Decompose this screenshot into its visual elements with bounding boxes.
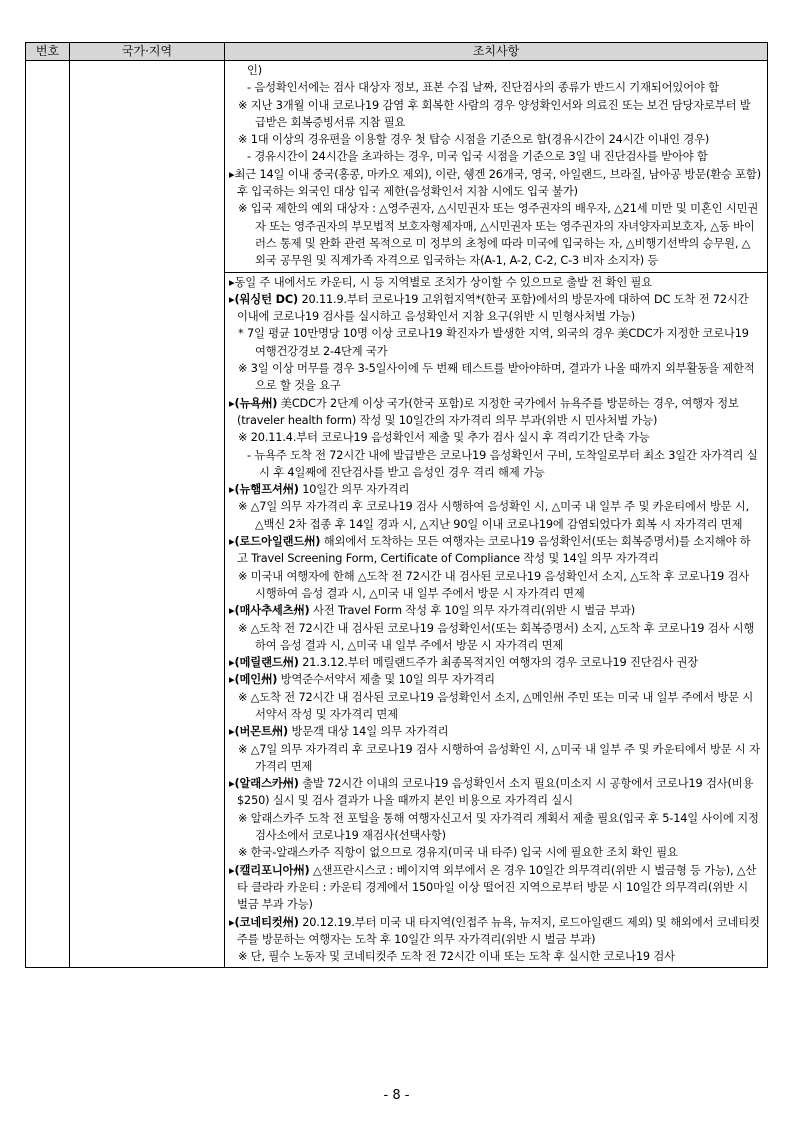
measures-cell-1 — [225, 61, 768, 273]
bullet-marker: ▸ — [229, 673, 235, 687]
header-number: 번호 — [26, 43, 70, 61]
header-country: 국가·지역 — [70, 43, 225, 61]
note-paragraph: ※ 3일 이상 머무를 경우 3-5일사이에 두 번째 테스트를 받아야하며, 결과가 나올 때까지 외부활동을 제한적으로 할 것을 요구 — [238, 362, 755, 393]
bullet-paragraph: ▸최근 14일 이내 중국(홍콩, 마카오 제외), 이란, 쉥겐 26개국, 영국, 아일랜드, 브라질, 남아공 방문(환승 포함) 후 입국하는 외국인 대상 입국 제한(음성확인서 지참 시에도 입국 불가) — [229, 167, 761, 199]
note-paragraph: ※ 지난 3개월 이내 코로나19 감염 후 회복한 사람의 경우 양성확인서와 의료진 또는 보건 담당자로부터 발급받은 회복증빙서류 지참 필요 — [238, 98, 751, 129]
bullet-paragraph — [229, 914, 761, 949]
paragraph-text: 방역준수서약서 제출 및 10일 의무 자가격리 — [277, 673, 495, 687]
note-paragraph: ※ 입국 제한의 예외 대상자 : △영주권자, △시민권자 또는 영주권자의 배우자, △21세 미만 및 미혼인 시민권자 또는 영주권자의 부모법적 보호자형제자매, △시민권자 또는 영주권자의 자녀양자피보호자, △동 바이러스 통제 및 완화 관련 목적으로 미 정부의 초청에 따라 미국에 입국하는 자, △비행기선박의 승무원, △외국 공무원 및 직계가족 자격으로 입국하는 자(A-1, A-2, C-2, C-3 비자 소지자) 등 — [238, 202, 759, 268]
note-paragraph: ※ 단, 필수 노동자 및 코네티컷주 도착 전 72시간 이내 또는 도착 후 실시한 코로나19 검사 — [238, 950, 675, 964]
region-label: (메인州) — [234, 673, 278, 687]
bullet-paragraph — [229, 671, 761, 688]
bullet-paragraph — [229, 723, 761, 740]
region-label: (메릴랜드州) — [234, 656, 299, 670]
bullet-marker: ▸ — [229, 656, 235, 670]
dash-paragraph: - 음성확인서에는 검사 대상자 정보, 표본 수집 날짜, 진단검사의 종류가 반드시 기재되어있어야 함 — [247, 81, 719, 95]
dash-paragraph: 인) — [247, 64, 263, 77]
bullet-marker: ▸ — [229, 535, 235, 549]
note-paragraph: ※ △7일 의무 자가격리 후 코로나19 검사 시행하여 음성확인 시, △미국 내 일부 주 및 카운티에서 방문 시, △백신 2차 접종 후 14일 경과 시, △지난 90일 이내 코로나19에 감염되었다가 회복 시 자가격리 면제 — [238, 500, 750, 531]
bullet-marker: ▸ — [229, 777, 235, 791]
bullet-paragraph — [229, 395, 761, 430]
paragraph-text: 출발 72시간 이내의 코로나19 음성확인서 소지 필요(미소지 시 공항에서 코로나19 검사(비용 $250) 실시 및 검사 결과가 나올 때까지 본인 비용으로 자가격리 실시 — [237, 777, 754, 808]
measures-cell-2 — [225, 272, 768, 968]
bullet-marker: ▸ — [229, 863, 235, 877]
note-paragraph: ※ 한국-알래스카주 직항이 없으므로 경유지(미국 내 타주) 입국 시에 필요한 조치 확인 필요 — [238, 846, 678, 860]
region-label: (알래스카州) — [234, 777, 299, 791]
note-paragraph: ※ △도착 전 72시간 내 검사된 코로나19 음성확인서 소지, △메인州 주민 또는 미국 내 일부 주에서 방문 시 서약서 작성 및 자가격리 면제 — [238, 690, 754, 721]
bullet-paragraph — [229, 533, 761, 568]
dash-paragraph: - 뉴욕주 도착 전 72시간 내에 발급받은 코로나19 음성확인서 구비, 도착일로부터 최소 3일간 자가격리 실시 후 4일째에 진단검사를 받고 음성인 경우 격리 해제 가능 — [247, 448, 758, 479]
table-header-row — [26, 43, 768, 61]
page-number: - 8 - — [383, 1088, 410, 1103]
paragraph-text: 20.12.19.부터 미국 내 타지역(인접주 뉴욕, 뉴저지, 로드아일랜드 제외) 및 해외에서 코네티컷주를 방문하는 여행자는 도착 후 10일간 의무 자가격리(위반 시 벌금 부과) — [237, 915, 760, 946]
dash-paragraph: - 경유시간이 24시간을 초과하는 경우, 미국 입국 시점을 기준으로 3일 내 진단검사를 받아야 함 — [247, 150, 708, 164]
region-label: (워싱턴 DC) — [234, 292, 298, 306]
measures-block-2 — [225, 273, 767, 968]
region-label: (버몬트州) — [234, 725, 288, 739]
region-label: (캘리포니아州) — [234, 863, 310, 877]
header-measures: 조치사항 — [225, 43, 768, 61]
bullet-paragraph — [229, 654, 761, 671]
paragraph-text: △샌프란시스코 : 베이지역 외부에서 온 경우 10일간 의무격리(위반 시 벌금형 등 가능), △산타 클라라 카운티 : 카운티 경계에서 150마일 이상 떨어진 지역으로부터 방문 시 10일간 의무격리(위반 시 벌금 부과 가능) — [237, 863, 757, 912]
note-paragraph: ※ 미국내 여행자에 한해 △도착 전 72시간 내 검사된 코로나19 음성확인서 소지, △도착 후 코로나19 검사 시행하여 음성 결과 시, △미국 내 일부 주에서 방문 시 자가격리 면제 — [238, 569, 750, 600]
table-row — [26, 61, 768, 273]
note-paragraph: ※ △도착 전 72시간 내 검사된 코로나19 음성확인서(또는 회복증명서) 소지, △도착 후 코로나19 검사 시행하여 음성 결과 시, △미국 내 일부 주에서 방문 시 자가격리 면제 — [238, 621, 755, 652]
bullet-paragraph — [229, 602, 761, 619]
bullet-marker: ▸ — [229, 483, 235, 497]
paragraph-text: 사전 Travel Form 작성 후 10일 의무 자가격리(위반 시 벌금 부과) — [309, 604, 636, 618]
region-label: (코네티컷州) — [234, 915, 299, 929]
region-label: (매사추세츠州) — [234, 604, 310, 618]
note-paragraph: ※ 1대 이상의 경유편을 이용할 경우 첫 탑승 시점을 기준으로 함(경유시간이 24시간 이내인 경우) — [238, 133, 710, 147]
number-cell — [26, 61, 70, 968]
bullet-marker: ▸ — [229, 292, 235, 306]
paragraph-text: 방문객 대상 14일 의무 자가격리 — [288, 725, 449, 739]
note-paragraph: ※ △7일 의무 자가격리 후 코로나19 검사 시행하여 음성확인 시, △미국 내 일부 주 및 카운티에서 방문 시 자가격리 면제 — [238, 742, 760, 773]
paragraph-text: 美CDC가 2단계 이상 국가(한국 포함)로 지정한 국가에서 뉴욕주를 방문하는 경우, 여행자 정보(traveler health form) 작성 및 10일간의 자가격리 의무 부과(위반 시 민사처벌 가능) — [237, 396, 739, 427]
bullet-marker: ▸ — [229, 604, 235, 618]
bullet-paragraph: ▸동일 주 내에서도 카운티, 시 등 지역별로 조치가 상이할 수 있으므로 출발 전 확인 필요 — [229, 275, 653, 289]
paragraph-text: 21.3.12.부터 메릴랜드주가 최종목적지인 여행자의 경우 코로나19 진단검사 권장 — [298, 656, 699, 670]
bullet-marker: ▸ — [229, 725, 235, 739]
paragraph-text: 10일간 의무 자가격리 — [298, 483, 410, 497]
country-cell — [70, 61, 225, 968]
measures-block-1 — [225, 61, 767, 272]
region-label: (뉴햄프셔州) — [234, 483, 299, 497]
note-paragraph: * 7일 평균 10만명당 10명 이상 코로나19 확진자가 발생한 지역, 외국의 경우 美CDC가 지정한 코로나19 여행건강경보 2-4단계 국가 — [238, 327, 749, 358]
note-paragraph: ※ 알래스카주 도착 전 포털을 통해 여행자신고서 및 자가격리 계획서 제출 필요(입국 후 5-14일 사이에 지정 검사소에서 코로나19 재검사(선택사항) — [238, 811, 759, 843]
bullet-paragraph — [229, 481, 761, 498]
paragraph-text: 해외에서 도착하는 모든 여행자는 코로나19 음성확인서(또는 회복증명서)를 소지해야 하고 Travel Screening Form, Certificate of Compliance 작성 및 14일 의무 자가격리 — [237, 535, 751, 566]
region-label: (로드아일랜드州) — [234, 535, 321, 549]
note-paragraph: ※ 20.11.4.부터 코로나19 음성확인서 제출 및 추가 검사 실시 후 격리기간 단축 가능 — [238, 431, 650, 445]
bullet-paragraph — [229, 775, 761, 810]
bullet-paragraph — [229, 862, 761, 914]
bullet-paragraph — [229, 291, 761, 326]
paragraph-text: 20.11.9.부터 코로나19 고위험지역*(한국 포함)에서의 방문자에 대하여 DC 도착 전 72시간 이내에 코로나19 검사를 실시하고 음성확인서 지참 요구(위반 시 민형사처벌 가능) — [237, 292, 749, 324]
region-label: (뉴욕州) — [234, 396, 278, 410]
bullet-marker: ▸ — [229, 396, 235, 410]
measures-table — [25, 42, 768, 968]
bullet-marker: ▸ — [229, 915, 235, 929]
